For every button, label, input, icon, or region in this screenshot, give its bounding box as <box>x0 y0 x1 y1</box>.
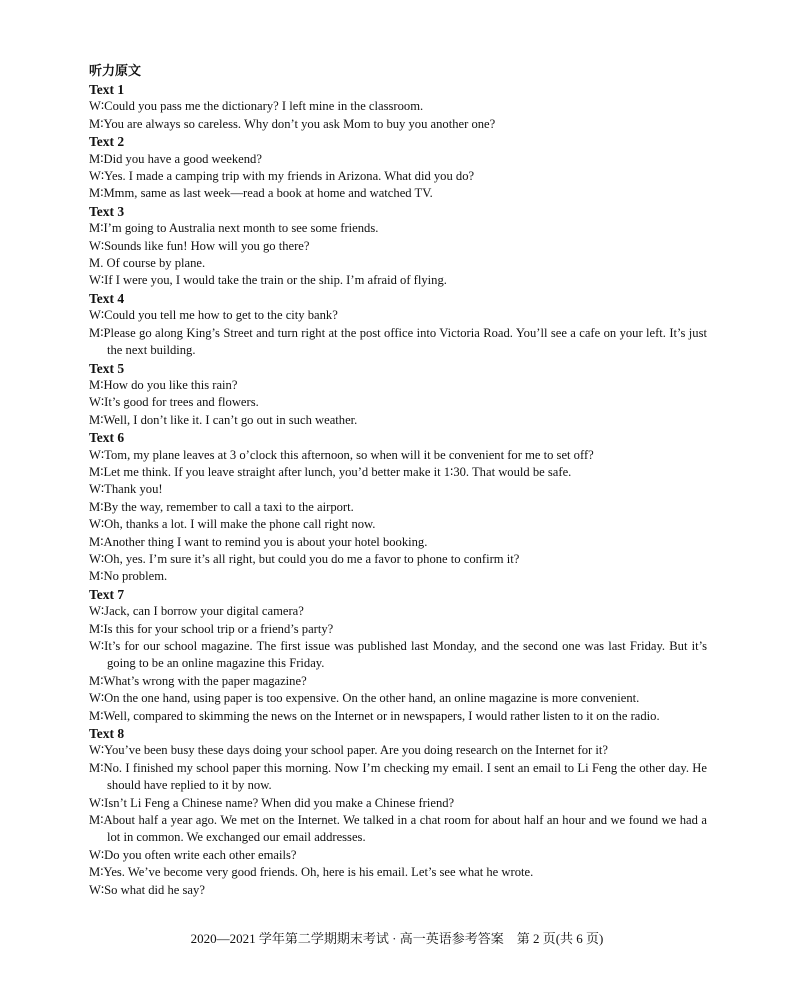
line-text: You are always so careless. Why don’t you ask Mom to buy you another one? <box>103 116 496 131</box>
text-label: Text 8 <box>89 726 125 742</box>
line-text: Tom, my plane leaves at 3 o’clock this afternoon, so when will it be convenient for me to set off? <box>104 447 594 462</box>
line-text: About half a year ago. We met on the Internet. We talked in a chat room for about half an hour and we found we had a lot in common. We exchanged our email addresses. <box>103 813 707 845</box>
line-text: How do you like this rain? <box>103 377 238 392</box>
speaker-separator: ∶ <box>100 795 105 810</box>
speaker-label: M <box>89 534 101 549</box>
speaker-separator: ∶ <box>100 116 104 131</box>
dialogue-line <box>89 638 707 673</box>
dialogue-line <box>89 98 707 115</box>
speaker-label: M <box>89 499 101 514</box>
line-text: What’s wrong with the paper magazine? <box>103 673 307 688</box>
line-text: Sounds like fun! How will you go there? <box>104 238 310 253</box>
dialogue-line <box>89 168 707 185</box>
speaker-label: M <box>89 621 101 636</box>
speaker-label: M <box>89 325 101 340</box>
speaker-label: W <box>89 447 101 462</box>
text-label: Text 2 <box>89 134 125 150</box>
dialogue-line <box>89 377 707 394</box>
speaker-label: W <box>89 308 101 323</box>
line-text: Is this for your school trip or a friend’s party? <box>103 621 334 636</box>
line-text: Of course by plane. <box>106 256 206 271</box>
speaker-label: W <box>89 517 101 532</box>
speaker-separator: ∶ <box>100 464 104 479</box>
line-text: You’ve been busy these days doing your school paper. Are you doing research on the Internet for it? <box>104 743 608 758</box>
speaker-label: W <box>89 169 101 184</box>
line-text: Thank you! <box>104 482 163 497</box>
speaker-label: W <box>89 273 101 288</box>
speaker-label: W <box>89 743 101 758</box>
line-text: Do you often write each other emails? <box>104 847 297 862</box>
dialogue-line <box>89 238 707 255</box>
dialogue-line <box>89 151 707 168</box>
line-text: By the way, remember to call a taxi to the airport. <box>103 499 354 514</box>
speaker-label: W <box>89 238 101 253</box>
speaker-label: M <box>89 256 101 271</box>
dialogue-line <box>89 464 707 481</box>
transcript-text-3 <box>89 203 707 290</box>
speaker-separator: ∶ <box>100 639 105 653</box>
dialogue-line <box>89 847 707 864</box>
speaker-label: M <box>89 760 101 775</box>
speaker-separator: ∶ <box>100 882 105 897</box>
speaker-label: M <box>89 813 101 828</box>
speaker-separator: ∶ <box>100 308 105 323</box>
line-text: No. I finished my school paper this morning. Now I’m checking my email. I sent an email to Li Feng the other day. He should have replied to it by now. <box>103 760 707 793</box>
text-label: Text 6 <box>89 430 125 446</box>
speaker-separator: ∶ <box>100 743 105 758</box>
transcript-text-1 <box>89 81 707 133</box>
speaker-label: M <box>89 865 101 880</box>
speaker-label: M <box>89 221 101 236</box>
transcript-text-4 <box>89 290 707 360</box>
speaker-separator: ∶ <box>100 551 105 566</box>
dialogue-line <box>89 481 707 498</box>
transcript-text-5 <box>89 360 707 430</box>
text-label: Text 1 <box>89 82 125 97</box>
speaker-label: W <box>89 847 101 862</box>
speaker-separator: ∶ <box>100 99 105 114</box>
speaker-separator: ∶ <box>100 569 104 584</box>
dialogue-line <box>89 116 707 133</box>
line-text: Yes. We’ve become very good friends. Oh, here is his email. Let’s see what he wrote. <box>103 865 534 880</box>
speaker-separator: ∶ <box>100 482 105 497</box>
speaker-label: W <box>89 482 101 497</box>
dialogue-line <box>89 220 707 237</box>
line-text: Oh, yes. I’m sure it’s all right, but could you do me a favor to phone to confirm it? <box>104 551 520 566</box>
line-text: Mmm, same as last week—read a book at home and watched TV. <box>103 186 433 201</box>
line-text: Let me think. If you leave straight after lunch, you’d better make it 1∶30. That would be safe. <box>103 464 572 479</box>
dialogue-line <box>89 272 707 289</box>
dialogue-line <box>89 708 707 725</box>
dialogue-line <box>89 603 707 620</box>
line-text: No problem. <box>103 569 168 584</box>
speaker-separator: ∶ <box>100 760 104 775</box>
speaker-separator: ∶ <box>100 621 104 636</box>
line-text: Jack, can I borrow your digital camera? <box>104 604 304 619</box>
speaker-separator: ∶ <box>100 325 104 340</box>
speaker-label: M <box>89 151 101 166</box>
dialogue-line <box>89 447 707 464</box>
line-text: Did you have a good weekend? <box>103 151 262 166</box>
transcript-text-6 <box>89 429 707 586</box>
speaker-separator: ∶ <box>100 517 105 532</box>
speaker-separator: ∶ <box>100 447 105 462</box>
speaker-label: M <box>89 377 101 392</box>
transcript-text-2 <box>89 133 707 203</box>
dialogue-line <box>89 795 707 812</box>
line-text: On the one hand, using paper is too expensive. On the other hand, an online magazine is more convenient. <box>104 691 640 706</box>
speaker-separator: ∶ <box>100 395 105 410</box>
speaker-separator: ∶ <box>100 186 104 201</box>
dialogue-line <box>89 185 707 202</box>
speaker-separator: ∶ <box>100 499 104 514</box>
speaker-separator: ∶ <box>100 151 104 166</box>
transcript-text-8 <box>89 725 707 899</box>
speaker-label: W <box>89 882 101 897</box>
dialogue-line <box>89 325 707 360</box>
speaker-label: W <box>89 691 101 706</box>
speaker-separator: ∶ <box>100 708 104 723</box>
speaker-label: W <box>89 795 101 810</box>
speaker-separator: ∶ <box>100 377 104 392</box>
speaker-separator: ∶ <box>100 412 104 427</box>
speaker-separator: ∶ <box>100 691 105 706</box>
speaker-label: W <box>89 639 101 653</box>
speaker-label: M <box>89 569 101 584</box>
dialogue-line <box>89 760 707 795</box>
page-footer: 2020—2021 学年第二学期期末考试 · 高一英语参考答案 第 2 页(共 6 页) <box>190 931 604 946</box>
dialogue-line <box>89 568 707 585</box>
speaker-label: M <box>89 673 101 688</box>
dialogue-line <box>89 307 707 324</box>
dialogue-line <box>89 882 707 899</box>
line-text: Another thing I want to remind you is about your hotel booking. <box>103 534 428 549</box>
speaker-label: M <box>89 412 101 427</box>
dialogue-line <box>89 690 707 707</box>
line-text: Well, compared to skimming the news on the Internet or in newspapers, I would rather listen to it on the radio. <box>103 708 660 723</box>
dialogue-line <box>89 551 707 568</box>
dialogue-line <box>89 864 707 881</box>
line-text: If I were you, I would take the train or the ship. I’m afraid of flying. <box>104 273 447 288</box>
dialogue-line <box>89 812 707 847</box>
speaker-separator: ∶ <box>100 169 105 184</box>
speaker-separator: ∶ <box>100 534 104 549</box>
dialogue-line <box>89 621 707 638</box>
line-text: Well, I don’t like it. I can’t go out in such weather. <box>103 412 358 427</box>
line-text: Could you pass me the dictionary? I left mine in the classroom. <box>104 99 424 114</box>
text-label: Text 4 <box>89 290 125 306</box>
transcript-texts <box>89 81 707 899</box>
line-text: Yes. I made a camping trip with my friends in Arizona. What did you do? <box>104 169 475 184</box>
dialogue-line <box>89 499 707 516</box>
speaker-label: W <box>89 99 101 114</box>
line-text: Please go along King’s Street and turn right at the post office into Victoria Road. You’ll see a cafe on your left. It’s just the next building. <box>103 325 707 358</box>
transcript-text-7 <box>89 586 707 725</box>
line-text: It’s good for trees and flowers. <box>104 395 259 410</box>
dialogue-line <box>89 516 707 533</box>
speaker-separator: ∶ <box>100 238 105 253</box>
speaker-separator: ∶ <box>100 673 104 688</box>
dialogue-line <box>89 534 707 551</box>
speaker-label: W <box>89 604 101 619</box>
line-text: It’s for our school magazine. The first issue was published last Monday, and the second one was last Friday. But it’s going to be an online magazine this Friday. <box>104 639 707 671</box>
speaker-label: W <box>89 395 101 410</box>
speaker-label: M <box>89 116 101 131</box>
speaker-separator: ∶ <box>100 813 104 828</box>
speaker-label: M <box>89 464 101 479</box>
speaker-separator: ∶ <box>100 273 105 288</box>
text-label: Text 5 <box>89 360 125 376</box>
speaker-separator: ∶ <box>100 604 105 619</box>
speaker-label: M <box>89 708 101 723</box>
line-text: Oh, thanks a lot. I will make the phone call right now. <box>104 517 376 532</box>
speaker-separator: ∶ <box>100 865 104 880</box>
line-text: I’m going to Australia next month to see some friends. <box>103 221 379 236</box>
dialogue-line <box>89 673 707 690</box>
speaker-label: M <box>89 186 101 201</box>
line-text: So what did he say? <box>104 882 205 897</box>
dialogue-line <box>89 412 707 429</box>
dialogue-line <box>89 255 707 272</box>
dialogue-line <box>89 742 707 759</box>
speaker-separator: ∶ <box>100 221 104 236</box>
dialogue-line <box>89 394 707 411</box>
speaker-separator: ∶ <box>100 847 105 862</box>
line-text: Isn’t Li Feng a Chinese name? When did you make a Chinese friend? <box>104 795 455 810</box>
speaker-separator: . <box>100 256 107 271</box>
speaker-label: W <box>89 551 101 566</box>
text-label: Text 7 <box>89 586 125 602</box>
transcript-body <box>89 63 707 899</box>
line-text: Could you tell me how to get to the city bank? <box>104 308 338 323</box>
section-heading: 听力原文 <box>89 64 142 79</box>
text-label: Text 3 <box>89 203 125 219</box>
